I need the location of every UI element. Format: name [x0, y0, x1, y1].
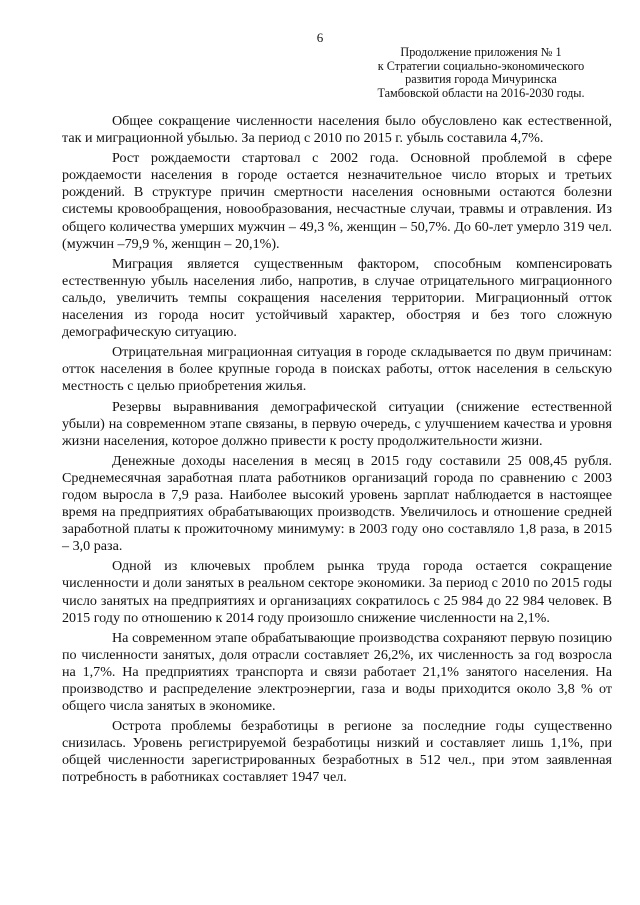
paragraph-migration: Миграция является существенным фактором, способным компенсировать естественную убыль населения либо, напротив, в случае отрицательного миграционного сальдо, увеличить темпы сокращения населения территории. Миграционный отток населения из города носит устойчивый характер, обостряя и без того сложную демографическую ситуацию.	[62, 255, 612, 341]
paragraph-employment-structure: На современном этапе обрабатывающие производства сохраняют первую позицию по численности занятых, доля отрасли составляет 26,2%, их численность за год возросла на 1,7%. На предприятиях транспорта и связи работает 21,1% занятого населения. На производство и распределение электроэнергии, газа и воды приходится около 3,8 % от общего числа занятых в экономике.	[62, 629, 612, 715]
paragraph-labor-market: Одной из ключевых проблем рынка труда города остается сокращение численности и доли занятых в реальном секторе экономики. За период с 2010 по 2015 годы число занятых на предприятиях и организациях сократилось с 25 984 до 22 984 человек. В 2015 году по отношению к 2014 году произошло снижение численности на 2,1%.	[62, 558, 612, 626]
header-note-line: Тамбовской области на 2016-2030 годы.	[377, 85, 585, 100]
header-note-line: развития города Мичуринска	[405, 72, 557, 87]
paragraph-migration-causes: Отрицательная миграционная ситуация в городе складывается по двум причинам: отток населения в более крупные города в поисках работы, отток населения в сельскую местность с целью приобретения жилья.	[62, 344, 612, 395]
header-note-line: Продолжение приложения № 1	[400, 45, 562, 59]
document-body	[62, 113, 612, 790]
appendix-header-note	[356, 46, 606, 100]
paragraph-demographic-reserves: Резервы выравнивания демографической ситуации (снижение естественной убыли) на современном этапе связаны, в первую очередь, с улучшением качества и уровня жизни населения, которое должно привести к росту продолжительности жизни.	[62, 398, 612, 449]
page-number: 6	[316, 30, 324, 45]
header-note-line: к Стратегии социально-экономического	[377, 58, 585, 73]
paragraph-population-decline: Общее сокращение численности населения было обусловлено как естественной, так и миграционной убылью. За период с 2010 по 2015 г. убыль составила 4,7%.	[62, 113, 612, 147]
paragraph-income: Денежные доходы населения в месяц в 2015 году составили 25 008,45 рубля. Среднемесячная заработная плата работников организаций города по сравнению с 2003 годом выросла в 7,9 раза. Наиболее высокий уровень зарплат наблюдается в настоящее время на предприятиях обрабатывающих производств. Увеличилось и отношение средней заработной платы к прожиточному минимуму: в 2003 году оно составляло 1,8 раза, в 2015 – 3,0 раза.	[62, 452, 612, 555]
paragraph-unemployment: Острота проблемы безработицы в регионе за последние годы существенно снизилась. Уровень регистрируемой безработицы низкий и составляет лишь 1,1%, при общей численности зарегистрированных безработных в 512 чел., при этом заявленная потребность в работниках составляет 1947 чел.	[62, 718, 612, 786]
paragraph-birth-rate: Рост рождаемости стартовал с 2002 года. Основной проблемой в сфере рождаемости населения в городе остается незначительное число вторых и третьих рождений. В структуре причин смертности населения основными остаются болезни системы кровообращения, новообразования, несчастные случаи, травмы и отравления. Из общего количества умерших мужчин – 49,3 %, женщин – 50,7%. До 60-лет умерло 319 чел. (мужчин –79,9 %, женщин – 20,1%).	[62, 150, 612, 252]
